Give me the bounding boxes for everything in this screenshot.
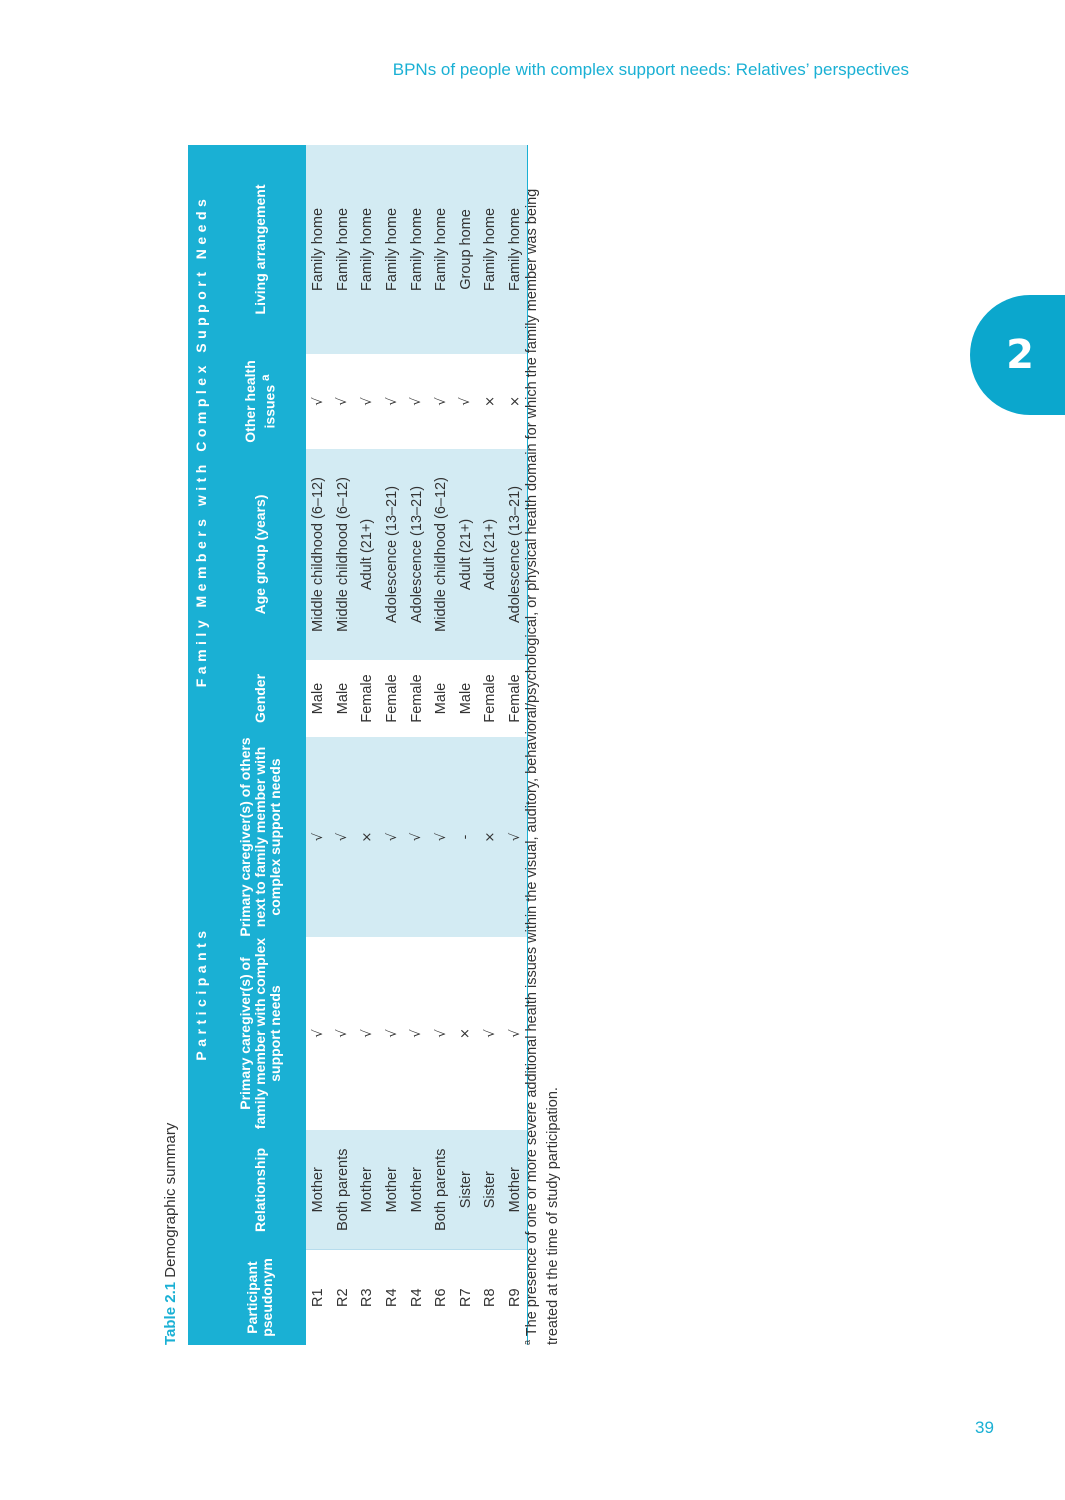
col-header-other-health — [214, 354, 306, 449]
cell-primary-caregiver: √ — [310, 1029, 326, 1038]
col-header-primary-caregiver: Primary caregiver(s) of family member with complex support needs — [214, 937, 306, 1130]
cell-primary-caregiver: √ — [359, 1029, 375, 1038]
cell-primary-caregiver-others: × — [355, 737, 380, 937]
cell-age-group: Middle childhood (6–12) — [429, 449, 454, 660]
cell-living: Family home — [478, 145, 503, 354]
cell-gender: Male — [334, 682, 351, 715]
cell-other-health: √ — [433, 397, 449, 406]
cell-primary-caregiver-others: × — [478, 737, 503, 937]
cell-relationship: Sister — [454, 1130, 479, 1250]
cell-primary-caregiver: × — [458, 1028, 474, 1039]
table-row — [478, 145, 503, 1345]
cell-relationship: Mother — [306, 1130, 331, 1250]
cell-pseudonym: R8 — [478, 1250, 503, 1345]
table-row — [306, 145, 331, 1345]
footnote-marker-header: a — [258, 374, 272, 381]
chapter-number: 2 — [1006, 332, 1034, 378]
cell-primary-caregiver-others: √ — [404, 737, 429, 937]
cell-pseudonym: R2 — [331, 1250, 356, 1345]
cell-gender: Male — [457, 682, 474, 715]
cell-primary-caregiver: √ — [433, 1029, 449, 1038]
cell-age-group: Adolescence (13–21) — [380, 449, 405, 660]
table-block — [155, 145, 575, 1345]
cell-primary-caregiver-others: √ — [306, 737, 331, 937]
footnote-text: The presence of one or more severe additional health issues within the visual, auditory, behavioral/psychological, or physical health domain for which the family member was being treated at the time of study participation. — [523, 188, 561, 1345]
cell-pseudonym: R3 — [355, 1250, 380, 1345]
cell-living: Family home — [331, 145, 356, 354]
cell-living: Family home — [429, 145, 454, 354]
group-header-row — [188, 145, 214, 1345]
cell-gender: Male — [310, 682, 327, 715]
demographic-table — [188, 145, 528, 1345]
cell-living: Family home — [503, 145, 528, 354]
cell-primary-caregiver-others: √ — [503, 737, 528, 937]
col-header-age-group: Age group (years) — [214, 449, 306, 660]
cell-other-health: √ — [384, 397, 400, 406]
col-header-living: Living arrangement — [214, 145, 306, 354]
cell-living: Family home — [306, 145, 331, 354]
cell-age-group: Adolescence (13–21) — [503, 449, 528, 660]
col-header-gender: Gender — [214, 660, 306, 737]
table-caption — [157, 1123, 185, 1345]
table-row — [454, 145, 479, 1345]
cell-gender: Female — [384, 674, 401, 723]
cell-primary-caregiver: √ — [384, 1029, 400, 1038]
cell-age-group: Adult (21+) — [454, 449, 479, 660]
cell-gender: Female — [482, 674, 499, 723]
page-number: 39 — [975, 1418, 994, 1437]
col-header-primary-caregiver-others: Primary caregiver(s) of others next to family member with complex support needs — [214, 737, 306, 937]
cell-relationship: Both parents — [429, 1130, 454, 1250]
cell-age-group: Middle childhood (6–12) — [331, 449, 356, 660]
cell-pseudonym: R4 — [380, 1250, 405, 1345]
cell-gender: Female — [408, 674, 425, 723]
cell-primary-caregiver: √ — [335, 1029, 351, 1038]
cell-relationship: Mother — [355, 1130, 380, 1250]
cell-other-health: × — [503, 354, 528, 449]
cell-age-group: Adult (21+) — [478, 449, 503, 660]
cell-age-group: Adult (21+) — [355, 449, 380, 660]
col-header-other-health-label: Other health issues — [241, 360, 278, 443]
cell-age-group: Adolescence (13–21) — [404, 449, 429, 660]
cell-age-group: Middle childhood (6–12) — [306, 449, 331, 660]
group-header-family-members: Family Members with Complex Support Needs — [188, 145, 214, 737]
running-head: BPNs of people with complex support needs: Relatives’ perspectives — [392, 60, 909, 79]
cell-relationship: Sister — [478, 1130, 503, 1250]
cell-primary-caregiver-others: - — [454, 737, 479, 937]
cell-pseudonym: R6 — [429, 1250, 454, 1345]
cell-relationship: Mother — [503, 1130, 528, 1250]
group-header-blank — [188, 1250, 214, 1345]
cell-gender: Male — [433, 682, 450, 715]
group-header-participants: Participants — [188, 737, 214, 1250]
cell-other-health: √ — [335, 397, 351, 406]
table-row — [404, 145, 429, 1345]
cell-relationship: Mother — [404, 1130, 429, 1250]
cell-primary-caregiver-others: √ — [331, 737, 356, 937]
table-title: Demographic summary — [162, 1122, 179, 1278]
cell-primary-caregiver-others: √ — [429, 737, 454, 937]
cell-primary-caregiver: √ — [503, 937, 528, 1130]
cell-other-health: × — [482, 396, 498, 407]
cell-gender: Female — [503, 660, 528, 737]
table-label: Table 2.1 — [162, 1281, 179, 1345]
cell-primary-caregiver: √ — [409, 1029, 425, 1038]
cell-primary-caregiver: √ — [482, 1029, 498, 1038]
cell-other-health: √ — [359, 397, 375, 406]
table-row — [355, 145, 380, 1345]
cell-living: Family home — [355, 145, 380, 354]
table-row — [429, 145, 454, 1345]
footnote-marker: a — [522, 1339, 532, 1345]
cell-other-health: √ — [458, 397, 474, 406]
cell-relationship: Mother — [380, 1130, 405, 1250]
col-header-relationship: Relationship — [214, 1130, 306, 1250]
cell-pseudonym: R7 — [454, 1250, 479, 1345]
cell-living: Family home — [404, 145, 429, 354]
col-header-pseudonym: Participant pseudonym — [214, 1250, 306, 1345]
cell-other-health: √ — [310, 397, 326, 406]
cell-relationship: Both parents — [331, 1130, 356, 1250]
cell-living: Group home — [454, 145, 479, 354]
table-row — [380, 145, 405, 1345]
cell-pseudonym: R9 — [503, 1250, 528, 1345]
chapter-tab — [970, 295, 1065, 415]
column-header-row — [214, 145, 306, 1345]
cell-living: Family home — [380, 145, 405, 354]
table-footnote — [517, 145, 564, 1345]
cell-pseudonym: R1 — [306, 1250, 331, 1345]
cell-primary-caregiver-others: √ — [380, 737, 405, 937]
table-row — [331, 145, 356, 1345]
cell-other-health: √ — [409, 397, 425, 406]
cell-gender: Female — [359, 674, 376, 723]
cell-pseudonym: R4 — [404, 1250, 429, 1345]
